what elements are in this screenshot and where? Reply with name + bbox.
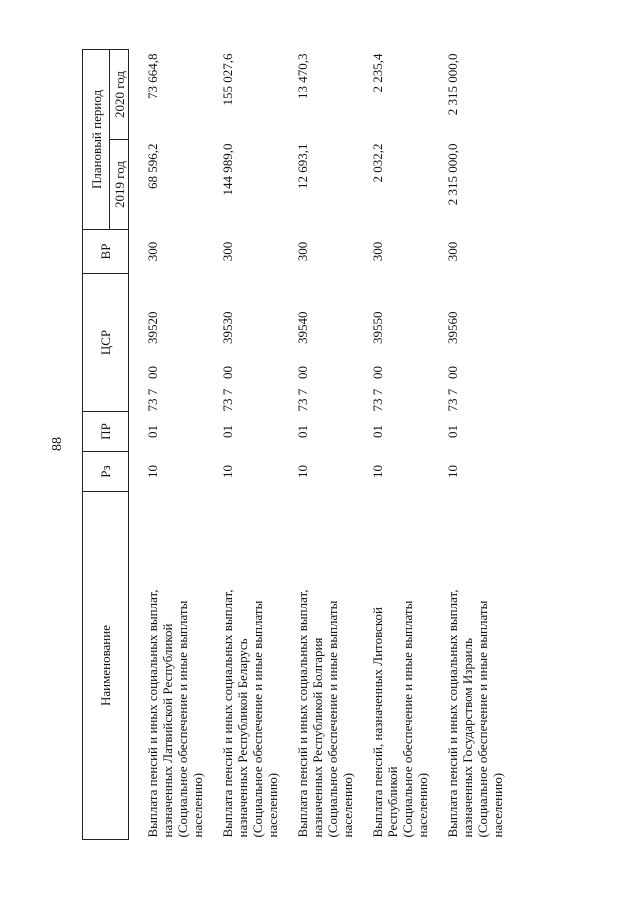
row-name-line: населению) (415, 772, 430, 838)
row-csr-part: 00 (445, 366, 460, 379)
table-body (129, 49, 506, 839)
header-year-2019: 2019 год (110, 140, 129, 230)
row-csr (430, 274, 505, 412)
row-rz: 10 (445, 465, 460, 478)
row-csr-part: 39550 (370, 311, 385, 344)
header-vr: ВР (83, 230, 129, 274)
row-pr: 01 (220, 425, 235, 438)
row-name (205, 492, 280, 840)
row-name-line: (Социальное обеспечение и иные выплаты (400, 600, 415, 838)
row-2019-value: 68 596,2 (145, 143, 160, 189)
header-rz: Рз (83, 452, 129, 492)
row-2020-value: 2 315 000,0 (445, 53, 460, 116)
row-name (129, 492, 206, 840)
header-year-2020: 2020 год (110, 49, 129, 139)
row-rz: 10 (220, 465, 235, 478)
row-name-line: назначенных Республикой Беларусь (235, 638, 250, 838)
table-row (355, 49, 430, 839)
row-pr: 01 (445, 425, 460, 438)
row-name-line: населению) (490, 772, 505, 838)
header-planned-period: Плановый период (83, 49, 110, 229)
row-rz: 10 (370, 465, 385, 478)
row-name-line: (Социальное обеспечение и иные выплаты (250, 600, 265, 838)
row-csr-part: 00 (295, 366, 310, 379)
rotated-page-content (82, 50, 562, 840)
row-csr (280, 274, 355, 412)
row-csr-part: 00 (370, 366, 385, 379)
table-row (280, 49, 355, 839)
row-name-line: Выплата пенсий и иных социальных выплат, (295, 589, 310, 838)
row-2019-value: 2 032,2 (370, 143, 385, 183)
table-row (129, 49, 206, 839)
row-2019-value: 2 315 000,0 (445, 143, 460, 206)
row-csr-part: 00 (145, 366, 160, 379)
row-name-line: Выплата пенсий и иных социальных выплат, (145, 589, 160, 838)
row-csr-part: 73 7 (370, 388, 385, 412)
row-vr: 300 (295, 241, 310, 262)
header-csr: ЦСР (83, 274, 129, 412)
row-name (280, 492, 355, 840)
row-rz: 10 (295, 465, 310, 478)
row-csr (129, 274, 206, 412)
header-name: Наименование (83, 492, 129, 840)
row-csr (355, 274, 430, 412)
row-csr-part: 39520 (145, 311, 160, 344)
row-name-line: (Социальное обеспечение и иные выплаты (325, 600, 340, 838)
row-name-line: назначенных Государством Израиль (460, 637, 475, 838)
row-vr: 300 (445, 241, 460, 262)
row-name-line: населению) (340, 772, 355, 838)
row-name-line: населению) (190, 772, 205, 838)
row-2019-value: 12 693,1 (295, 143, 310, 189)
row-2020-value: 73 664,8 (145, 53, 160, 99)
row-csr-part: 39540 (295, 311, 310, 344)
row-name-line: назначенных Республикой Болгария (310, 637, 325, 838)
row-vr: 300 (220, 241, 235, 262)
row-vr: 300 (145, 241, 160, 262)
row-2020-value: 155 027,6 (220, 53, 235, 106)
table-row (205, 49, 280, 839)
row-name-line: населению) (265, 772, 280, 838)
row-name-line: Республикой (385, 766, 400, 838)
row-name-line: Выплата пенсий и иных социальных выплат, (220, 589, 235, 838)
row-csr-part: 00 (220, 366, 235, 379)
row-csr-part: 73 7 (445, 388, 460, 412)
table-header (83, 49, 129, 839)
row-2020-value: 2 235,4 (370, 53, 385, 93)
row-rz: 10 (145, 465, 160, 478)
row-name-line: назначенных Латвийской Республикой (160, 623, 175, 838)
row-2019-value: 144 989,0 (220, 143, 235, 196)
row-vr: 300 (370, 241, 385, 262)
row-pr: 01 (295, 425, 310, 438)
row-csr-part: 73 7 (220, 388, 235, 412)
row-csr-part: 39560 (445, 311, 460, 344)
row-2020-value: 13 470,3 (295, 53, 310, 99)
budget-table (82, 49, 505, 840)
row-csr-part: 73 7 (295, 388, 310, 412)
row-csr (205, 274, 280, 412)
row-name-line: Выплата пенсий и иных социальных выплат, (445, 589, 460, 838)
row-name-line: Выплата пенсий, назначенных Литовской (370, 606, 385, 838)
row-pr: 01 (370, 425, 385, 438)
row-name (355, 492, 430, 840)
row-csr-part: 39530 (220, 311, 235, 344)
page-number: 88 (50, 437, 65, 451)
header-pr: ПР (83, 412, 129, 452)
table-row (430, 49, 505, 839)
row-name-line: (Социальное обеспечение и иные выплаты (475, 600, 490, 838)
row-csr-part: 73 7 (145, 388, 160, 412)
row-name-line: (Социальное обеспечение и иные выплаты (175, 600, 190, 838)
row-name (430, 492, 505, 840)
row-pr: 01 (145, 425, 160, 438)
